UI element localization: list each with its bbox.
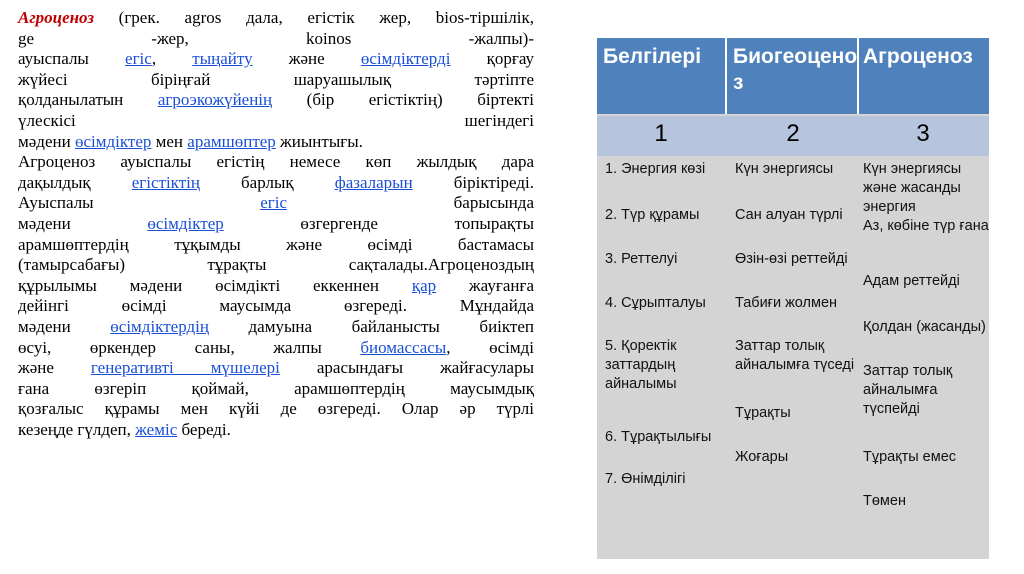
table-cell: 3. Реттелуі: [605, 251, 678, 267]
link-egis-2[interactable]: егіс: [260, 193, 288, 213]
text-line: арамшөптердің тұқымды және өсімді бастамасы: [18, 234, 534, 254]
header-biogeocenoz: Биогеоцено з: [733, 45, 858, 94]
col-number-2: 2: [786, 120, 800, 147]
link-aramshopter[interactable]: арамшөптер: [187, 131, 276, 151]
table-cell: 2. Түр құрамы: [605, 207, 700, 223]
table-cell: Тұрақты: [735, 405, 791, 421]
text-line: дейінгі өсімді маусымда өзгереді. Мұндайда: [18, 296, 534, 316]
text-line: қозғалыс құрамы мен күйі де өзгереді. Олар әр түрлі: [18, 399, 534, 419]
text-line: мәдени өсімдіктердің дамуына байланысты биіктеп: [18, 316, 534, 336]
link-generativti[interactable]: генеративті мүшелері: [90, 358, 280, 378]
comparison-table: [597, 38, 989, 559]
table-cell: Табиғи жолмен: [735, 295, 838, 311]
number-row: [597, 116, 989, 156]
table-cell: 7. Өнімділігі: [605, 471, 686, 487]
text-line: өсуі, өркендер саны, жалпы биомассасы, өсімді: [18, 337, 535, 357]
text-line: ауыспалы егіс, тыңайту және өсімдіктерді қорғау: [18, 49, 535, 69]
text-line: мәдени өсімдіктер өзгергенде топырақты: [18, 213, 534, 233]
table-header: [597, 38, 989, 114]
table-cell: Тұрақты емес: [863, 449, 957, 465]
header-agrocenoz: Агроценоз: [863, 45, 973, 68]
text-line: қолданылатын агроэкожүйенің (бір егістіктің) біртекті: [18, 90, 534, 110]
table-cell: Өзін-өзі реттейді: [735, 251, 848, 267]
table-cell: Заттар толық айналымға түседі: [735, 338, 855, 373]
text-line: Ауыспалы егіс барысында: [18, 193, 535, 213]
text-line: жүйесі біріңғай шаруашылық тәртіпте: [18, 69, 534, 89]
text-line: (тамырсабағы) тұрақты сақталады.Агроценоздың: [18, 255, 534, 275]
article-text: [18, 8, 534, 440]
link-zhemis[interactable]: жеміс: [135, 419, 178, 439]
link-egis[interactable]: егіс: [125, 49, 152, 69]
table-cell: 5. Қоректік заттардың айналымы: [605, 338, 677, 392]
text-line: ғана өзгеріп қоймай, арамшөптердің маусымдық: [18, 378, 534, 398]
col-number-3: 3: [916, 120, 930, 147]
table-cell: Заттар толық айналымға түспейді: [863, 363, 953, 417]
header-divider: [857, 38, 859, 114]
table-cell: Күн энергиясы және жасанды энергия Аз, көбіне түр ғана: [863, 161, 989, 234]
text-line: құрылымы мәдени өсімдікті еккеннен қар жауғанға: [18, 275, 534, 295]
table-cell: Адам реттейді: [863, 273, 960, 289]
table-cell: Сан алуан түрлі: [735, 207, 843, 223]
table-body: [597, 156, 989, 559]
text-line: дақылдық егістіктің барлық фазаларын біріктіреді.: [18, 172, 534, 192]
link-biomassasy[interactable]: биомассасы: [360, 337, 447, 357]
header-belgileri: Белгілері: [603, 45, 702, 68]
table-cell: Жоғары: [735, 449, 789, 465]
header-divider: [725, 38, 727, 114]
link-egistiktin[interactable]: егістіктің: [131, 172, 200, 192]
text-line: кезеңде гүлдеп, жеміс береді.: [18, 419, 231, 439]
term-agrocenosis: Агроценоз: [18, 8, 94, 27]
link-osimdikter[interactable]: өсімдіктер: [74, 131, 152, 151]
link-tynaytu[interactable]: тыңайту: [192, 49, 253, 69]
table-cell: Қолдан (жасанды): [863, 319, 986, 335]
table-cell: 4. Сұрыпталуы: [605, 295, 706, 311]
link-osimdikterdin[interactable]: өсімдіктердің: [110, 316, 209, 336]
text-line: Агроценоз (грек. agros дала, егістік жер, bios-тіршілік,: [18, 8, 534, 27]
col-number-1: 1: [654, 120, 668, 147]
table-cell: Күн энергиясы: [735, 161, 834, 177]
link-agroekozhuye[interactable]: агроэкожүйенің: [157, 90, 273, 110]
text-line: үлескісі шегіндегі: [18, 110, 534, 130]
link-qar[interactable]: қар: [411, 275, 437, 295]
table-cell: 1. Энергия көзі: [605, 161, 706, 177]
table-cell: Төмен: [863, 493, 906, 509]
text-line: мәдени өсімдіктер мен арамшөптер жиынтығы.: [18, 131, 363, 151]
text-line: Агроценоз ауыспалы егістің немесе көп жылдық дара: [18, 152, 534, 172]
link-fazalaryn[interactable]: фазаларын: [334, 172, 413, 192]
table-cell: 6. Тұрақтылығы: [605, 429, 712, 445]
link-osimdikterdi[interactable]: өсімдіктерді: [360, 49, 451, 69]
link-osimdikter-2[interactable]: өсімдіктер: [147, 213, 224, 233]
text-line: ge -жер, koinos -жалпы)-: [18, 28, 535, 48]
text-line: және генеративті мүшелері арасындағы жайғасулары: [18, 358, 534, 378]
